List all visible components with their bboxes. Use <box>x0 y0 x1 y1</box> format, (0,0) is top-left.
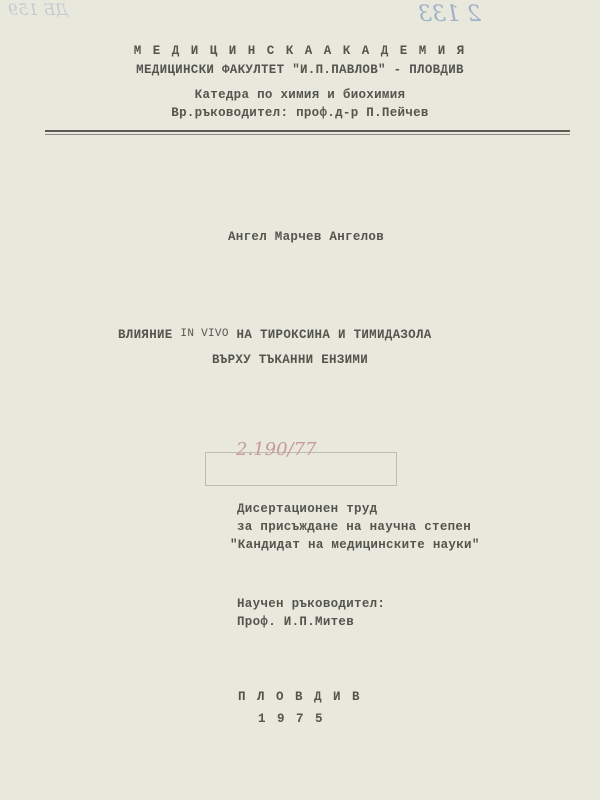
library-stamp <box>205 439 397 486</box>
header-divider <box>45 130 570 132</box>
title-line-1 <box>118 328 432 342</box>
header-divider-secondary <box>45 134 570 135</box>
year: 1 9 7 5 <box>258 712 325 726</box>
dissertation-line-1: Дисертационен труд <box>237 502 378 516</box>
department-name: Катедра по химия и биохимия <box>194 88 406 102</box>
handwritten-number: 2 133 <box>418 2 481 27</box>
faculty-name: МЕДИЦИНСКИ ФАКУЛТЕТ "И.П.ПАВЛОВ" - ПЛОВДИВ <box>136 63 464 77</box>
dissertation-line-3: "Кандидат на медицинските науки" <box>230 538 480 552</box>
department-head: Вр.ръководител: проф.д-р П.Пейчев <box>171 106 429 120</box>
city: П Л О В Д И В <box>238 690 362 704</box>
supervisor-name: Проф. И.П.Митев <box>237 615 355 629</box>
title-part-1: ВЛИЯНИЕ <box>118 328 173 342</box>
title-in-vivo: IN VIVO <box>180 328 229 340</box>
academy-name: М Е Д И Ц И Н С К А А К А Д Е М И Я <box>133 44 467 58</box>
dissertation-line-2: за присъждане на научна степен <box>237 520 472 534</box>
title-part-2: НА ТИРОКСИНА И ТИМИДАЗОЛА <box>236 328 432 342</box>
stamp-handwritten: 2.190/77 <box>236 439 317 460</box>
supervisor-label: Научен ръководител: <box>237 597 386 611</box>
handwritten-catalog-mark: ДБ 159 <box>8 0 69 19</box>
title-line-2: ВЪРХУ ТЪКАННИ ЕНЗИМИ <box>212 353 369 367</box>
author-name: Ангел Марчев Ангелов <box>228 230 385 244</box>
